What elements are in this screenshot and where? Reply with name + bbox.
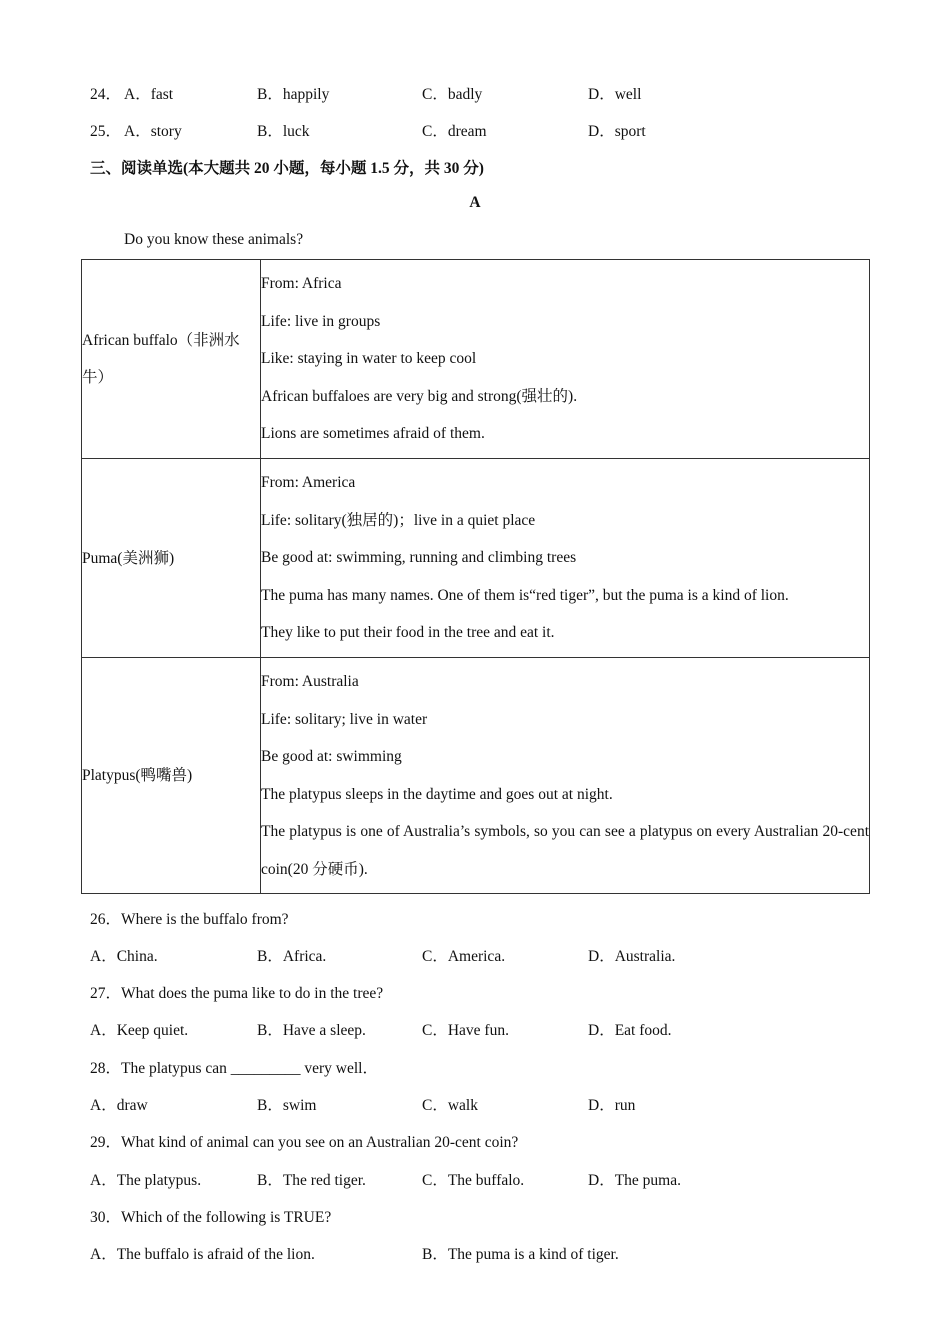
option-d: D．Australia. xyxy=(588,948,676,965)
option-a: A．The platypus. xyxy=(90,1172,202,1189)
passage-intro: Do you know these animals? xyxy=(124,231,304,248)
option-c: C．The buffalo. xyxy=(422,1172,525,1189)
question-29-stem: 29．What kind of animal can you see on an Australian 20-cent coin? xyxy=(90,1134,519,1151)
option-a: A．Keep quiet. xyxy=(90,1022,189,1039)
animal-name-cell: African buffalo（非洲水牛） xyxy=(82,260,261,459)
option-a: A．The buffalo is afraid of the lion. xyxy=(90,1246,315,1263)
animal-name-cell: Puma(美洲狮) xyxy=(82,459,261,658)
option-c: C．badly xyxy=(422,86,483,103)
table-row xyxy=(82,658,870,894)
question-24-options xyxy=(90,82,121,104)
option-d: D．sport xyxy=(588,123,646,140)
info-line: African buffaloes are very big and strong(强壮的). xyxy=(261,387,578,405)
info-line: The platypus is one of Australia’s symbols, so you can see a platypus on every Australian 20-cent coin(20 分硬币). xyxy=(261,823,869,878)
info-line: Life: solitary; live in water xyxy=(261,710,428,728)
info-line: Lions are sometimes afraid of them. xyxy=(261,425,485,443)
question-30-stem: 30．Which of the following is TRUE? xyxy=(90,1209,332,1226)
option-b: B．happily xyxy=(257,86,330,103)
option-c: C．dream xyxy=(422,123,487,140)
option-d: D．Eat food. xyxy=(588,1022,672,1039)
info-line: From: Africa xyxy=(261,275,342,293)
option-b: B．luck xyxy=(257,123,310,140)
table-row xyxy=(82,260,870,459)
option-a: A．fast xyxy=(124,86,174,103)
info-line: The puma has many names. One of them is“red tiger”, but the puma is a kind of lion. xyxy=(261,586,789,604)
animal-info-cell xyxy=(261,260,870,459)
passage-label: A xyxy=(469,194,481,211)
info-line: From: Australia xyxy=(261,673,359,690)
option-b: B．The puma is a kind of tiger. xyxy=(422,1246,619,1263)
info-line: The platypus sleeps in the daytime and goes out at night. xyxy=(261,785,613,803)
animal-info-cell xyxy=(261,658,870,894)
table-row xyxy=(82,459,870,658)
option-c: C．America. xyxy=(422,948,506,965)
info-line: From: America xyxy=(261,474,356,492)
option-b: B．Africa. xyxy=(257,948,327,965)
option-d: D．well xyxy=(588,86,642,103)
question-25-options xyxy=(90,119,121,141)
info-line: Like: staying in water to keep cool xyxy=(261,350,477,368)
option-b: B．swim xyxy=(257,1097,317,1114)
question-26-stem: 26．Where is the buffalo from? xyxy=(90,911,289,928)
info-line: Life: solitary(独居的)；live in a quiet place xyxy=(261,511,536,529)
info-line: Be good at: swimming xyxy=(261,748,402,765)
question-number: 25． xyxy=(90,123,122,140)
option-d: D．The puma. xyxy=(588,1172,681,1189)
option-a: A．draw xyxy=(90,1097,148,1114)
info-line: Be good at: swimming, running and climbing trees xyxy=(261,549,577,567)
animal-name-cell: Platypus(鸭嘴兽) xyxy=(82,658,261,894)
section-title: 三、阅读单选(本大题共 20 小题，每小题 1.5 分，共 30 分) xyxy=(90,160,484,177)
animals-table xyxy=(81,259,870,894)
option-d: D．run xyxy=(588,1097,636,1114)
animal-info-cell xyxy=(261,459,870,658)
option-b: B．Have a sleep. xyxy=(257,1022,366,1039)
question-28-stem: 28．The platypus can _________ very well． xyxy=(90,1060,378,1077)
question-27-stem: 27．What does the puma like to do in the tree? xyxy=(90,985,384,1002)
question-number: 24． xyxy=(90,86,122,103)
option-c: C．Have fun. xyxy=(422,1022,509,1039)
option-a: A．story xyxy=(124,123,182,140)
option-b: B．The red tiger. xyxy=(257,1172,366,1189)
info-line: Life: live in groups xyxy=(261,312,381,330)
option-c: C．walk xyxy=(422,1097,478,1114)
info-line: They like to put their food in the tree and eat it. xyxy=(261,624,555,642)
option-a: A．China. xyxy=(90,948,158,965)
